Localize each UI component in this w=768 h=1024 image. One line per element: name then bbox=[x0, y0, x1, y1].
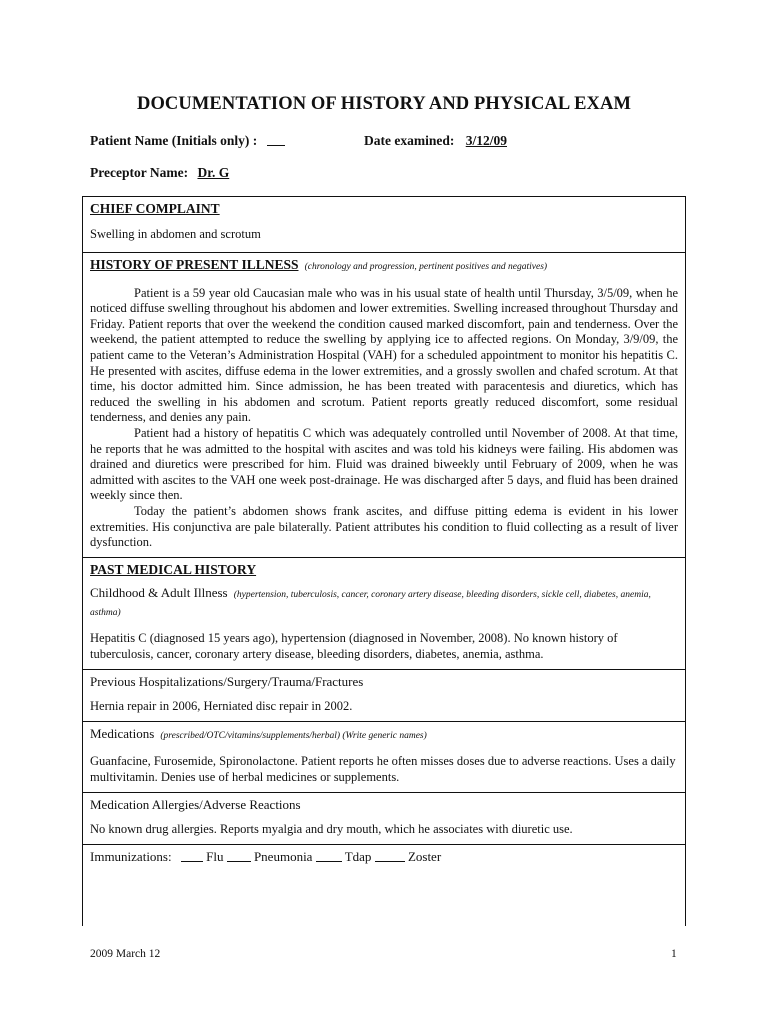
page-title: DOCUMENTATION OF HISTORY AND PHYSICAL EXAM bbox=[136, 94, 632, 114]
immunizations-section bbox=[83, 845, 685, 871]
hpi-paragraph: Patient had a history of hepatitis C which was adequately controlled until November of 2008. At that time, he reports that he was admitted to the hospital with ascites and was told his kidneys were failing. His abdomen was drained and diuretics were prescribed for him. Fluid was drained biweekly until February of 2009, when he was admitted with ascites to the VAH one week post-drainage. He was discharged after 5 days, and fluid has been drained weekly since then. bbox=[90, 425, 678, 503]
hpi-paragraph: Today the patient’s abdomen shows frank ascites, and diffuse pitting edema is evident in his lower extremities. His conjunctiva are pale bilaterally. Patient attributes his condition to fluid collecting as a result of liver dysfunction. bbox=[90, 503, 678, 550]
allergies-label: Medication Allergies/Adverse Reactions bbox=[90, 796, 301, 812]
medications-section bbox=[83, 722, 685, 793]
chief-complaint-section bbox=[83, 197, 685, 253]
medications-label: Medications bbox=[90, 725, 155, 741]
preceptor-label: Preceptor Name: bbox=[90, 165, 189, 180]
hpi-section bbox=[83, 253, 685, 558]
immunization-zoster: Zoster bbox=[407, 848, 442, 864]
preceptor-value: Dr. G bbox=[197, 165, 230, 180]
exam-form-table bbox=[82, 196, 686, 926]
page-number: 1 bbox=[671, 948, 677, 960]
immunization-tdap: Tdap bbox=[344, 848, 372, 864]
allergies-section bbox=[83, 793, 685, 845]
chief-complaint-text: Swelling in abdomen and scrotum bbox=[90, 226, 261, 241]
date-examined-value: 3/12/09 bbox=[465, 133, 507, 148]
medications-note: (prescribed/OTC/vitamins/supplements/herbal) (Write generic names) bbox=[160, 730, 427, 741]
tdap-blank[interactable] bbox=[316, 849, 342, 862]
date-examined-label: Date examined: bbox=[364, 133, 455, 148]
chief-complaint-title: CHIEF COMPLAINT bbox=[90, 201, 220, 216]
immunization-flu: Flu bbox=[206, 848, 224, 864]
patient-name-line bbox=[90, 133, 285, 149]
flu-blank[interactable] bbox=[181, 849, 203, 862]
allergies-text: No known drug allergies. Reports myalgia and dry mouth, which he associates with diuretic use. bbox=[90, 822, 573, 837]
hpi-note: (chronology and progression, pertinent positives and negatives) bbox=[304, 262, 548, 272]
hospitalizations-label: Previous Hospitalizations/Surgery/Trauma/Fractures bbox=[90, 673, 364, 689]
hospitalizations-text: Hernia repair in 2006, Herniated disc repair in 2002. bbox=[90, 699, 353, 714]
zoster-blank[interactable] bbox=[375, 849, 405, 862]
date-examined-line bbox=[364, 133, 507, 149]
hpi-body bbox=[90, 286, 678, 551]
hpi-title: HISTORY OF PRESENT ILLNESS bbox=[90, 257, 299, 272]
past-medical-history-section bbox=[83, 558, 685, 670]
footer-date: 2009 March 12 bbox=[90, 948, 161, 960]
patient-name-label: Patient Name (Initials only) : bbox=[90, 133, 258, 148]
hospitalizations-section bbox=[83, 670, 685, 722]
immunization-pneumonia: Pneumonia bbox=[253, 848, 313, 864]
medications-text: Guanfacine, Furosemide, Spironolactone. Patient reports he often misses doses due to adverse reactions. Uses a daily multivitamin. Denies use of herbal medicines or supplements. bbox=[90, 754, 676, 785]
childhood-illness-text: Hepatitis C (diagnosed 15 years ago), hypertension (diagnosed in November, 2008). No known history of tuberculosis, cancer, coronary artery disease, bleeding disorders, diabetes, anemia, asthma. bbox=[90, 631, 618, 662]
immunizations-label: Immunizations: bbox=[90, 848, 172, 864]
pneumonia-blank[interactable] bbox=[227, 849, 251, 862]
hpi-paragraph: Patient is a 59 year old Caucasian male who was in his usual state of health until Thursday, 3/5/09, when he noticed diffuse swelling throughout his abdomen and lower extremities. Swelling increased throughout Thursday and Friday. Patient reports that over the weekend the condition caused marked discomfort, pain and tenderness. Over the weekend, the patient attempted to reduce the swelling by applying ice to affected regions. On Monday, 3/9/09, the patient came to the Veteran’s Administration Hospital (VAH) for a scheduled appointment to monitor his hepatitis C. He presented with ascites, diffuse edema in the lower extremities, and a grossly swollen and chafed scrotum. At that time, his doctor admitted him. Since admission, he has been treated with paracentesis and diuretics, which has reduced the swelling in his abdomen and scrotum. Patient reports greatly reduced discomfort, some residual tenderness, and denies any pain. bbox=[90, 285, 678, 425]
childhood-illness-note: (hypertension, tuberculosis, cancer, coronary artery disease, bleeding disorders, sickle cell, diabetes, anemia, asthma) bbox=[90, 590, 651, 618]
preceptor-line bbox=[90, 165, 285, 181]
pmh-title: PAST MEDICAL HISTORY bbox=[90, 561, 257, 577]
childhood-illness-heading bbox=[90, 585, 678, 621]
patient-name-field[interactable] bbox=[267, 133, 285, 146]
childhood-illness-label: Childhood & Adult Illness bbox=[90, 585, 228, 601]
